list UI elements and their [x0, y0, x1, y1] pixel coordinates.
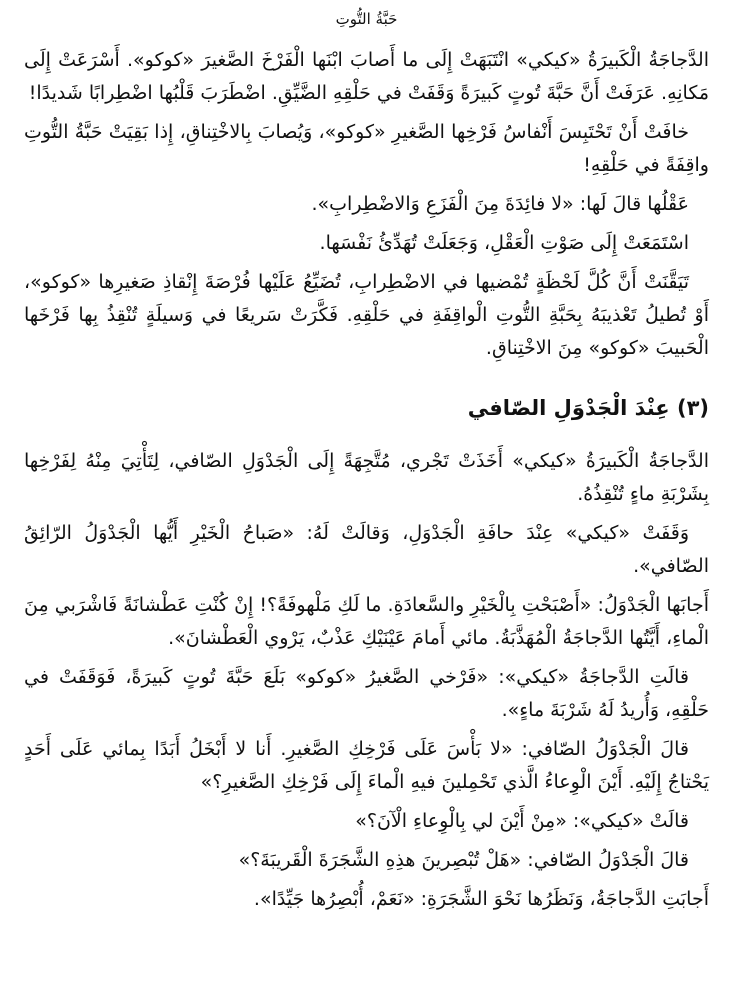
paragraph: قالَ الْجَدْوَلُ الصّافي: «هَلْ تُبْصِرينَ هذِهِ الشَّجَرَةَ الْقَريبَةَ؟» [238, 849, 689, 871]
story-section-2 [24, 44, 709, 365]
paragraph: قالَ الْجَدْوَلُ الصّافي: «لا بَأْسَ عَلَى فَرْخِكِ الصَّغيرِ. أَنا لا أَبْخَلُ أَبَدًا بِمائي عَلَى أَحَدٍ يَحْتاجُ إِلَيْهِ. أَيْنَ الْوِعاءُ الَّذي تَحْمِلينَ فيهِ الْماءَ إِلَى فَرْخِكِ الصَّغيرِ؟» [24, 738, 709, 793]
running-head: حَبَّةُ التُّوتِ [335, 10, 398, 28]
paragraph: أَجابَتِ الدَّجاجَةُ، وَنَظَرُها نَحْوَ الشَّجَرَةِ: «نَعَمْ، أُبْصِرُها جَيِّدًا». [253, 888, 709, 910]
paragraph: خافَتْ أَنْ تَحْتَبِسَ أَنْفاسُ فَرْخِها الصَّغيرِ «كوكو»، وَيُصابَ بِالاخْتِناقِ، إِذا بَقِيَتْ حَبَّةُ التُّوتِ واقِفَةً في حَلْقِهِ! [24, 121, 709, 176]
paragraph: الدَّجاجَةُ الْكَبيرَةُ «كيكي» انْتَبَهَتْ إِلَى ما أَصابَ ابْنَها الْفَرْخَ الصَّغيرَ «كوكو». أَسْرَعَتْ إِلَى مَكانِهِ. عَرَفَتْ أَنَّ حَبَّةَ تُوتٍ كَبيرَةً وَقَفَتْ في حَلْقِهِ الضَّيِّقِ. اضْطَرَبَ قَلْبُها اضْطِرابًا شَديدًا! [24, 49, 709, 104]
paragraph: قالَتْ «كيكي»: «مِنْ أَيْنَ لي بِالْوِعاءِ الْآنَ؟» [355, 810, 689, 832]
paragraph: وَقَفَتْ «كيكي» عِنْدَ حافَةِ الْجَدْوَلِ، وَقالَتْ لَهُ: «صَباحُ الْخَيْرِ أَيُّها الْجَدْوَلُ الرّائِقُ الصّافي». [24, 522, 709, 577]
paragraph: عَقْلُها قالَ لَها: «لا فائِدَةَ مِنَ الْفَزَعِ وَالاضْطِرابِ». [311, 193, 689, 215]
story-section-3 [24, 445, 709, 916]
paragraph: اسْتَمَعَتْ إِلَى صَوْتِ الْعَقْلِ، وَجَعَلَتْ تُهَدِّئُ نَفْسَها. [319, 232, 689, 254]
paragraph: قالَتِ الدَّجاجَةُ «كيكي»: «فَرْخي الصَّغيرُ «كوكو» بَلَعَ حَبَّةَ تُوتٍ كَبيرَةً، فَوَقَفَتْ في حَلْقِهِ، وَأُريدُ لَهُ شَرْبَةَ ماءٍ». [24, 666, 709, 721]
section-title: (٣) عِنْدَ الْجَدْوَلِ الصّافي [467, 396, 709, 420]
paragraph: أَجابَها الْجَدْوَلُ: «أَصْبَحْتِ بِالْخَيْرِ والسَّعادَةِ. ما لَكِ مَلْهوفَةً؟! إِنْ كُنْتِ عَطْشانَةً فَاشْرَبي مِنَ الْماءِ، أَيَّتُها الدَّجاجَةُ الْمُهَذَّبَةُ. مائي أَمامَ عَيْنَيْكِ عَذْبٌ، يَرْوي الْعَطْشانَ». [24, 594, 709, 649]
paragraph: تَيَقَّنَتْ أَنَّ كُلَّ لَحْظَةٍ تُمْضيها في الاضْطِرابِ، تُضَيِّعُ عَلَيْها فُرْصَةَ إِنْقاذِ صَغيرِها «كوكو»، أَوْ تُطيلُ تَعْذيبَهُ بِحَبَّةِ التُّوتِ الْواقِفَةِ في حَلْقِهِ. فَكَّرَتْ سَريعًا في وَسيلَةٍ تُنْقِذُ بِها فَرْخَها الْحَبيبَ «كوكو» مِنَ الاخْتِناقِ. [24, 271, 709, 359]
paragraph: الدَّجاجَةُ الْكَبيرَةُ «كيكي» أَخَذَتْ تَجْري، مُتَّجِهَةً إِلَى الْجَدْوَلِ الصّافي، لِتَأْتِيَ مِنْهُ لِفَرْخِها بِشَرْبَةِ ماءٍ تُنْقِذُهُ. [24, 450, 709, 505]
